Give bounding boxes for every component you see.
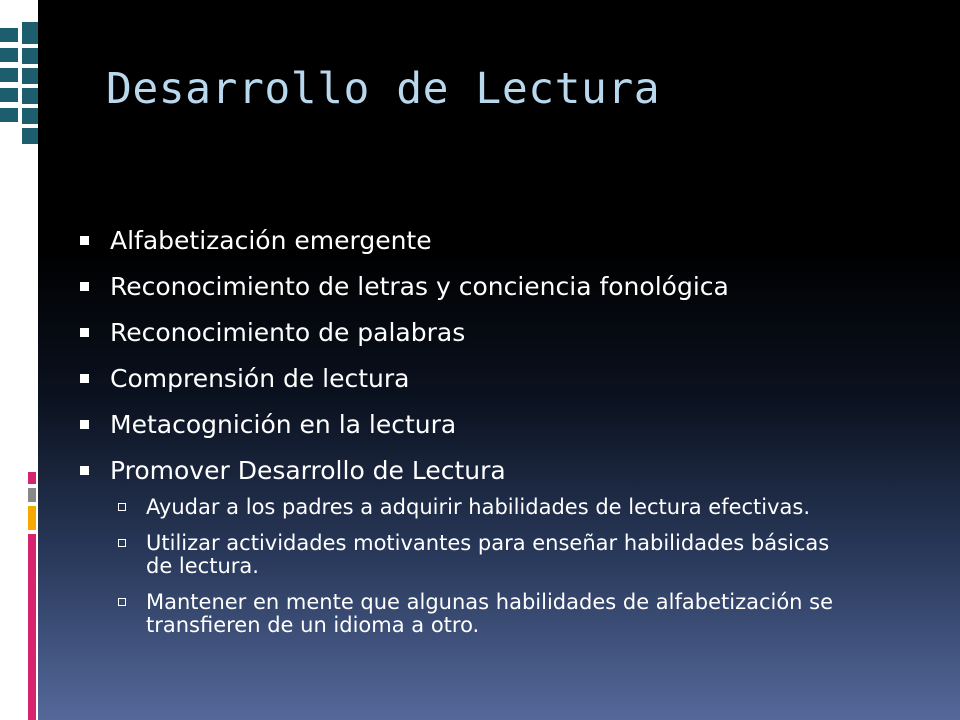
sub-bullet-text: Utilizar actividades motivantes para enseñar habilidades básicas de lectura.: [146, 531, 830, 578]
square-bullet-icon: [80, 328, 89, 337]
sub-bullet-text: Mantener en mente que algunas habilidades de alfabetización se transfieren de un idioma a otro.: [146, 590, 834, 637]
square-bullet-icon: [80, 466, 89, 475]
bullet-text: Alfabetización emergente: [110, 226, 432, 255]
sub-bullet-list: [80, 496, 940, 637]
hollow-square-bullet-icon: [118, 539, 126, 547]
bullet-text: Promover Desarrollo de Lectura: [110, 456, 506, 485]
bullet-text: Comprensión de lectura: [110, 364, 410, 393]
bullet-item: [80, 270, 940, 304]
accent-bar-pink: [28, 534, 36, 720]
sub-bullet-item: [80, 532, 856, 578]
sub-bullet-item: [80, 591, 856, 637]
accent-bar-gray: [28, 488, 36, 502]
accent-bar-orange: [28, 506, 36, 530]
bullet-item: [80, 224, 940, 258]
square-bullet-icon: [80, 420, 89, 429]
slide-title: Desarrollo de Lectura: [106, 64, 661, 114]
accent-bar-pink-top: [28, 472, 36, 484]
hollow-square-bullet-icon: [118, 598, 126, 606]
bullet-list: [80, 224, 940, 650]
bullet-item: [80, 362, 940, 396]
bullet-text: Metacognición en la lectura: [110, 410, 457, 439]
sub-bullet-item: [80, 496, 856, 519]
bullet-item: [80, 454, 940, 488]
square-bullet-icon: [80, 282, 89, 291]
square-bullet-icon: [80, 236, 89, 245]
bullet-item: [80, 408, 940, 442]
decorative-grid-icon: [0, 0, 38, 160]
bullet-text: Reconocimiento de letras y conciencia fonológica: [110, 272, 729, 301]
bullet-item: [80, 316, 940, 350]
square-bullet-icon: [80, 374, 89, 383]
hollow-square-bullet-icon: [118, 503, 126, 511]
sub-bullet-text: Ayudar a los padres a adquirir habilidades de lectura efectivas.: [146, 495, 811, 519]
bullet-text: Reconocimiento de palabras: [110, 318, 466, 347]
